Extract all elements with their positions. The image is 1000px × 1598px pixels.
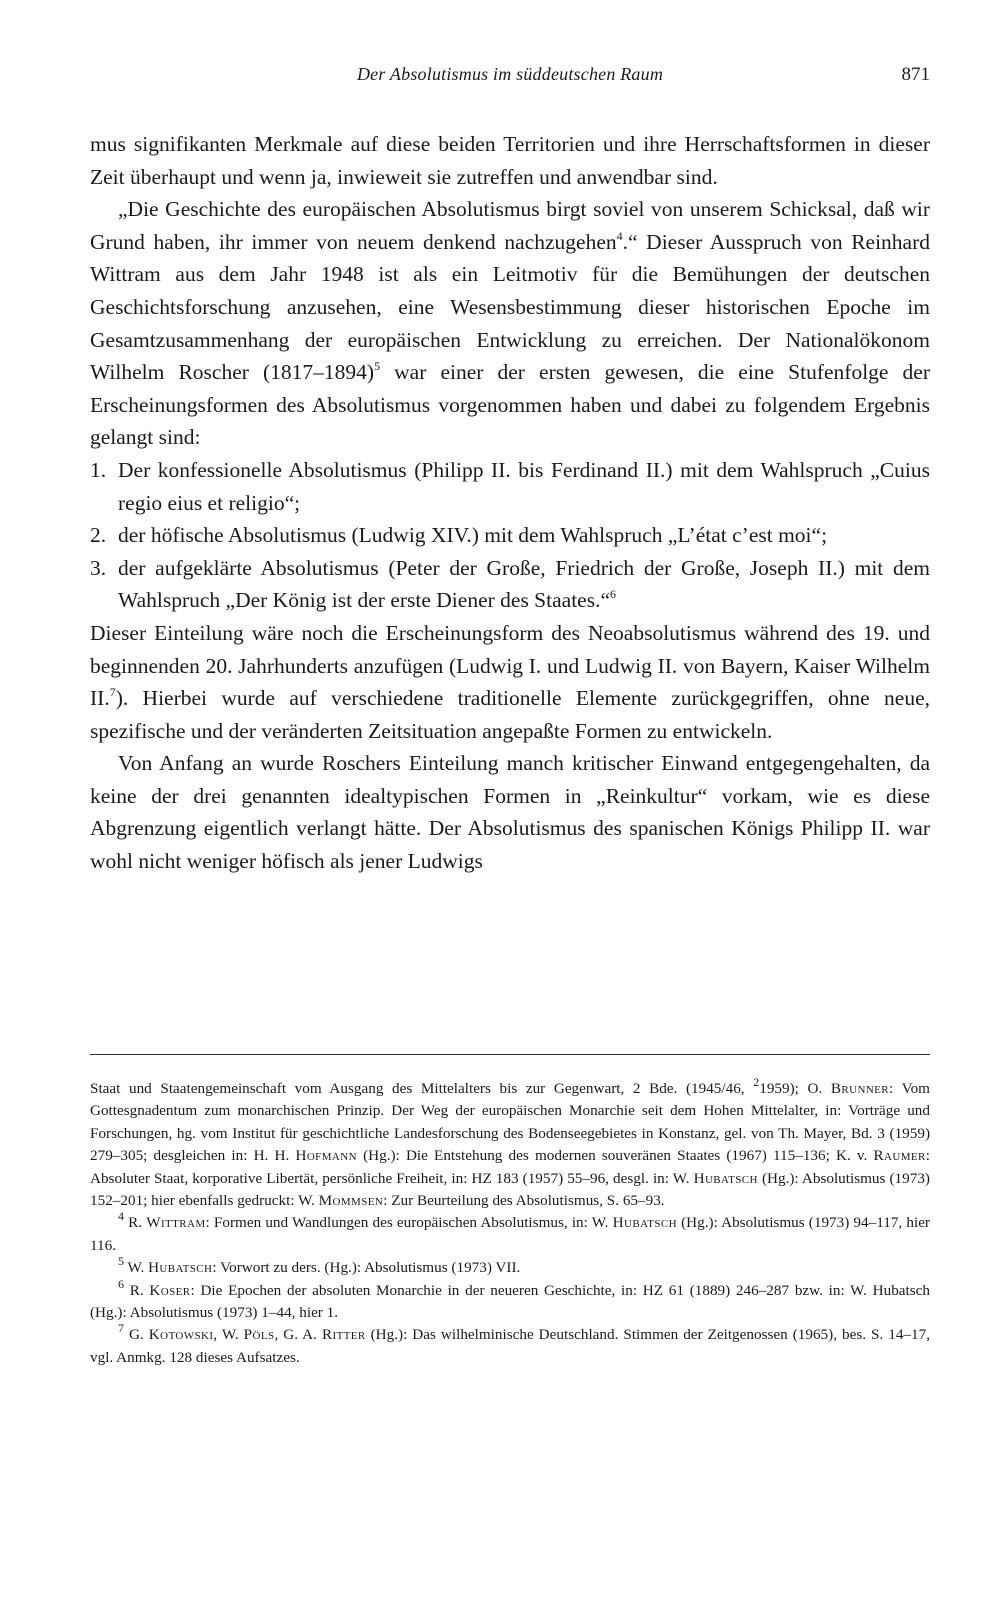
author-name: Brunner: [830, 1080, 890, 1097]
author-name: Mommsen: [318, 1192, 384, 1210]
footnote-text: , W.: [213, 1326, 244, 1344]
page-header: [90, 64, 930, 94]
author-name: Koser: [149, 1281, 191, 1299]
author-name: Hubatsch: [148, 1259, 213, 1277]
footnote-number: 7: [118, 1321, 124, 1336]
list-item-text: der aufgeklärte Absolutismus (Peter der Große, Friedrich der Große, Joseph II.) mit dem Wahlspruch „Der König ist der erste Diener des Staates.“: [118, 555, 930, 613]
paragraph-2: [90, 193, 930, 454]
paragraph-1: mus signifikanten Merkmale auf diese beiden Territorien und ihre Herrschaftsformen in dieser Zeit überhaupt und wenn ja, inwieweit sie zutreffen und anwendbar sind.: [90, 132, 930, 189]
list-item-text: der höfische Absolutismus (Ludwig XIV.) mit dem Wahlspruch „L’état c’est moi“;: [118, 523, 828, 548]
paragraph-2-text-c: war einer der ersten gewesen, die eine Stufenfolge der Erscheinungsformen des Absolutismus vorgenommen haben und dabei zu folgendem Ergebnis gelangt sind:: [90, 360, 931, 450]
footnote-number: 6: [118, 1276, 124, 1291]
paragraph-2-text-b: .“ Dieser Ausspruch von Reinhard Wittram aus dem Jahr 1948 ist als ein Leitmotiv für die Bemühungen der deutschen Geschichtsforschung anzusehen, eine Wesensbestimmung dieser historischen Epoche im Gesamtzusammenhang der europäischen Entwicklung zu erreichen. Der Nationalökonom Wilhelm Roscher (1817–1894): [90, 229, 931, 385]
author-name: Wittram: [146, 1214, 206, 1232]
list-item: [90, 552, 930, 617]
footnote-4: [90, 1209, 930, 1257]
author-name: Pöls: [243, 1326, 275, 1344]
footnote-text: (Hg.): Die Entstehung des modernen souveränen Staates (1967) 115–136; K. v.: [356, 1147, 874, 1165]
footnote-ref-7: 7: [109, 684, 116, 699]
paragraph-2-text-a: „Die Geschichte des europäischen Absolutismus birgt soviel von unserem Schicksal, daß wir Grund haben, ihr immer von neuem denkend nachzugehen: [90, 197, 930, 254]
footnote-text: : Die Epochen der absoluten Monarchie in der neueren Geschichte, in: HZ 61 (1889) 246–287 bzw. in: W. Hubatsch (Hg.): Absolutismus (1973) 1–44, hier 1.: [90, 1281, 930, 1322]
footnote-text: 1959); O.: [759, 1080, 831, 1097]
footnote-ref-6: 6: [610, 587, 617, 602]
footnote-text: W.: [124, 1259, 149, 1277]
footnote-text: (Hg.): Absolutismus (1973) 152–201; hier ebenfalls gedruckt: W.: [90, 1169, 930, 1210]
paragraph-3-text-a: Dieser Einteilung wäre noch die Erscheinungsform des Neoabsolutismus während des 19. und beginnenden 20. Jahrhunderts anzufügen (Ludwig I. und Ludwig II. von Bayern, Kaiser Wilhelm II.: [90, 620, 930, 711]
paragraph-3: [90, 617, 930, 747]
footnote-ref-5: 5: [374, 359, 381, 373]
author-name: Raumer: [873, 1147, 926, 1165]
main-text: [90, 128, 930, 878]
footnote-ref-4: 4: [616, 228, 623, 243]
author-name: Hubatsch: [612, 1214, 677, 1232]
footnote-text: R.: [124, 1214, 147, 1232]
paragraph-4: Von Anfang an wurde Roschers Einteilung manch kritischer Einwand entgegengehalten, da keine der drei genannten idealtypischen Formen in „Reinkultur“ vorkam, wie es diese Abgrenzung eigentlich verlangt hätte. Der Absolutismus des spanischen Königs Philipp II. war wohl nicht weniger höfisch als jener Ludwigs: [90, 751, 930, 874]
footnote-continued: [90, 1074, 930, 1212]
footnote-text: (Hg.): Absolutismus (1973) 94–117, hier 116.: [90, 1214, 930, 1254]
footnote-text: (Hg.): Das wilhelminische Deutschland. Stimmen der Zeitgenossen (1965), bes. S. 14–17, vgl. Anmkg. 128 dieses Aufsatzes.: [90, 1326, 930, 1366]
footnote-number: 5: [118, 1254, 124, 1269]
footnote-number: 4: [118, 1209, 124, 1224]
footnote-separator: [90, 1054, 930, 1055]
list-item: [90, 519, 930, 552]
author-name: Kotowski: [148, 1326, 214, 1344]
list-item-number: 1.: [90, 457, 107, 482]
paragraph-3-text-b: ). Hierbei wurde auf verschiedene traditionelle Elemente zurückgegriffen, ohne neue, spezifische und der veränderten Zeitsituation angepaßte Formen zu entwickeln.: [90, 686, 930, 743]
footnote-text: G.: [124, 1326, 149, 1344]
footnote-text: : Absoluter Staat, korporative Libertät, persönliche Freiheit, in: HZ 183 (1957) 55–96, desgl. in: W.: [90, 1147, 930, 1187]
edition-superscript: 2: [753, 1074, 760, 1089]
author-name: Hubatsch: [693, 1169, 758, 1187]
list-item-text-wrap: [118, 552, 930, 617]
footnote-text: Staat und Staatengemeinschaft vom Ausgang des Mittelalters bis zur Gegenwart, 2 Bde. (1945/46,: [90, 1080, 754, 1097]
list-item-number: 3.: [90, 555, 107, 580]
list-item: [90, 454, 930, 519]
footnote-6: [90, 1276, 930, 1325]
author-name: Hofmann: [295, 1147, 357, 1165]
list-item-text: Der konfessionelle Absolutismus (Philipp II. bis Ferdinand II.) mit dem Wahlspruch „Cuius regio eius et religio“;: [118, 457, 930, 515]
footnote-text: : Formen und Wandlungen des europäischen Absolutismus, in: W.: [205, 1214, 613, 1232]
footnote-text: , G. A.: [274, 1326, 322, 1344]
footnote-7: [90, 1321, 930, 1369]
page-number: 871: [901, 64, 930, 85]
running-title: Der Absolutismus im süddeutschen Raum: [356, 64, 664, 84]
footnotes: [90, 1074, 930, 1369]
author-name: Ritter: [321, 1326, 366, 1344]
footnote-text: : Zur Beurteilung des Absolutismus, S. 65–93.: [383, 1192, 665, 1210]
footnote-text: R.: [124, 1281, 150, 1299]
absolutism-stages-list: [90, 454, 930, 617]
footnote-5: [90, 1254, 930, 1279]
footnote-text: : Vom Gottesgnadentum zum monarchischen Prinzip. Der Weg der europäischen Monarchie seit dem Hohen Mittelalter, in: Vorträge und Forschungen, hg. vom Institut für geschichtliche Landesforschung des Bodenseegebietes in Konstanz, gel. von Th. Mayer, Bd. 3 (1959) 279–305; desgleichen in: H. H.: [90, 1080, 930, 1165]
list-item-number: 2.: [90, 523, 107, 548]
footnote-text: : Vorwort zu ders. (Hg.): Absolutismus (1973) VII.: [212, 1259, 521, 1277]
